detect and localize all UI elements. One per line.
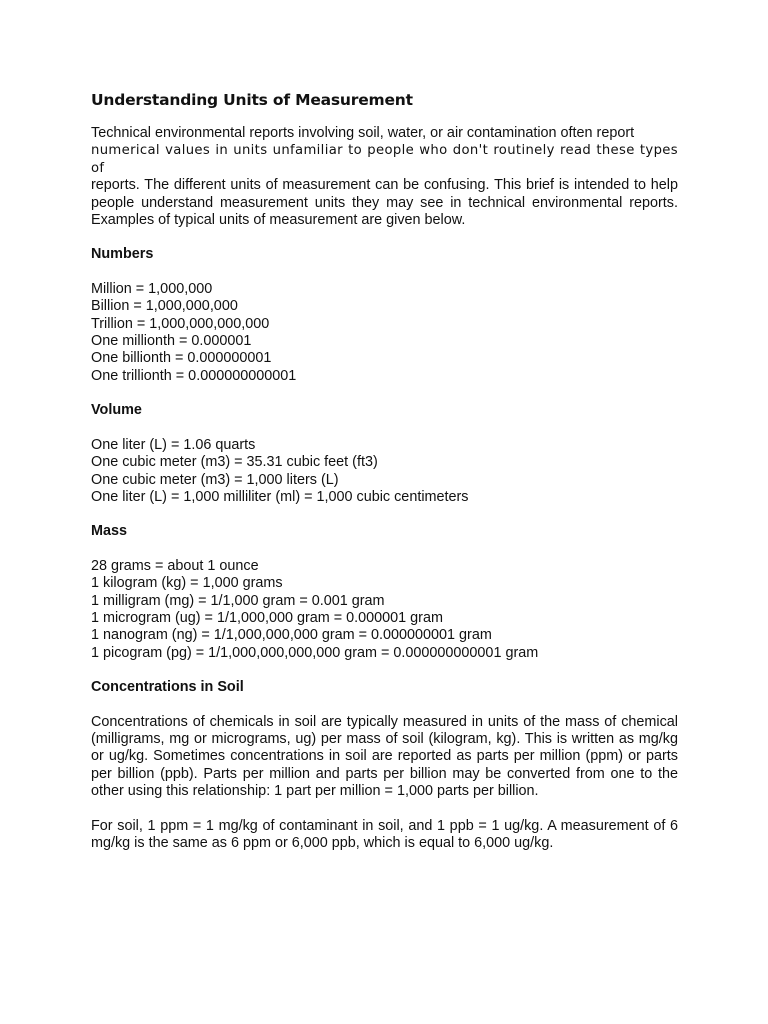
section-heading-numbers: Numbers [91,246,154,263]
list-item: One millionth = 0.000001 [91,333,252,350]
list-item: 28 grams = about 1 ounce [91,557,259,574]
volume-list [91,437,678,507]
soil-paragraph-1: Concentrations of chemicals in soil are typically measured in units of the mass of chemical (milligrams, mg or micrograms, ug) per mass of soil (kilogram, kg). This is written as mg/kg or ug/kg. Sometimes concentrations in soil are reported as parts per million (ppm) or parts per billion (ppb). Parts per million and parts per billion may be converted from one to the other using this relationship: 1 part per million = 1,000 parts per billion. [91,713,678,800]
list-item: One liter (L) = 1,000 milliliter (ml) = 1,000 cubic centimeters [91,488,469,505]
list-item: Billion = 1,000,000,000 [91,298,238,315]
list-item: 1 nanogram (ng) = 1/1,000,000,000 gram = 0.000000001 gram [91,627,492,644]
section-heading-mass: Mass [91,523,127,540]
list-item: One liter (L) = 1.06 quarts [91,436,256,453]
intro-rest: reports. The different units of measurement can be confusing. This brief is intended to help people understand measurement units they may see in technical environmental reports. Examples of typical units of measurement are given below. [91,177,678,229]
document-page [91,90,678,853]
intro-paragraph [91,125,678,229]
list-item: Million = 1,000,000 [91,280,213,297]
list-item: One billionth = 0.000000001 [91,350,272,367]
soil-paragraph-2: For soil, 1 ppm = 1 mg/kg of contaminant in soil, and 1 ppb = 1 ug/kg. A measurement of 6 mg/kg is the same as 6 ppm or 6,000 ppb, which is equal to 6,000 ug/kg. [91,817,678,852]
list-item: 1 milligram (mg) = 1/1,000 gram = 0.001 gram [91,592,385,609]
list-item: One trillionth = 0.000000000001 [91,367,297,384]
list-item: 1 kilogram (kg) = 1,000 grams [91,575,283,592]
mass-list [91,558,678,662]
list-item: One cubic meter (m3) = 35.31 cubic feet (ft3) [91,454,378,471]
document-title: Understanding Units of Measurement [91,91,413,109]
paragraph-spacer [91,801,678,818]
intro-line-2: numerical values in units unfamiliar to people who don't routinely read these types of [91,143,678,176]
list-item: 1 picogram (pg) = 1/1,000,000,000,000 gram = 0.000000000001 gram [91,644,539,661]
list-item: Trillion = 1,000,000,000,000 [91,315,270,332]
intro-line-1: Technical environmental reports involving soil, water, or air contamination often report [91,125,635,141]
numbers-list [91,281,678,385]
list-item: 1 microgram (ug) = 1/1,000,000 gram = 0.000001 gram [91,609,443,626]
list-item: One cubic meter (m3) = 1,000 liters (L) [91,471,339,488]
section-heading-volume: Volume [91,402,142,419]
section-heading-soil: Concentrations in Soil [91,679,244,696]
